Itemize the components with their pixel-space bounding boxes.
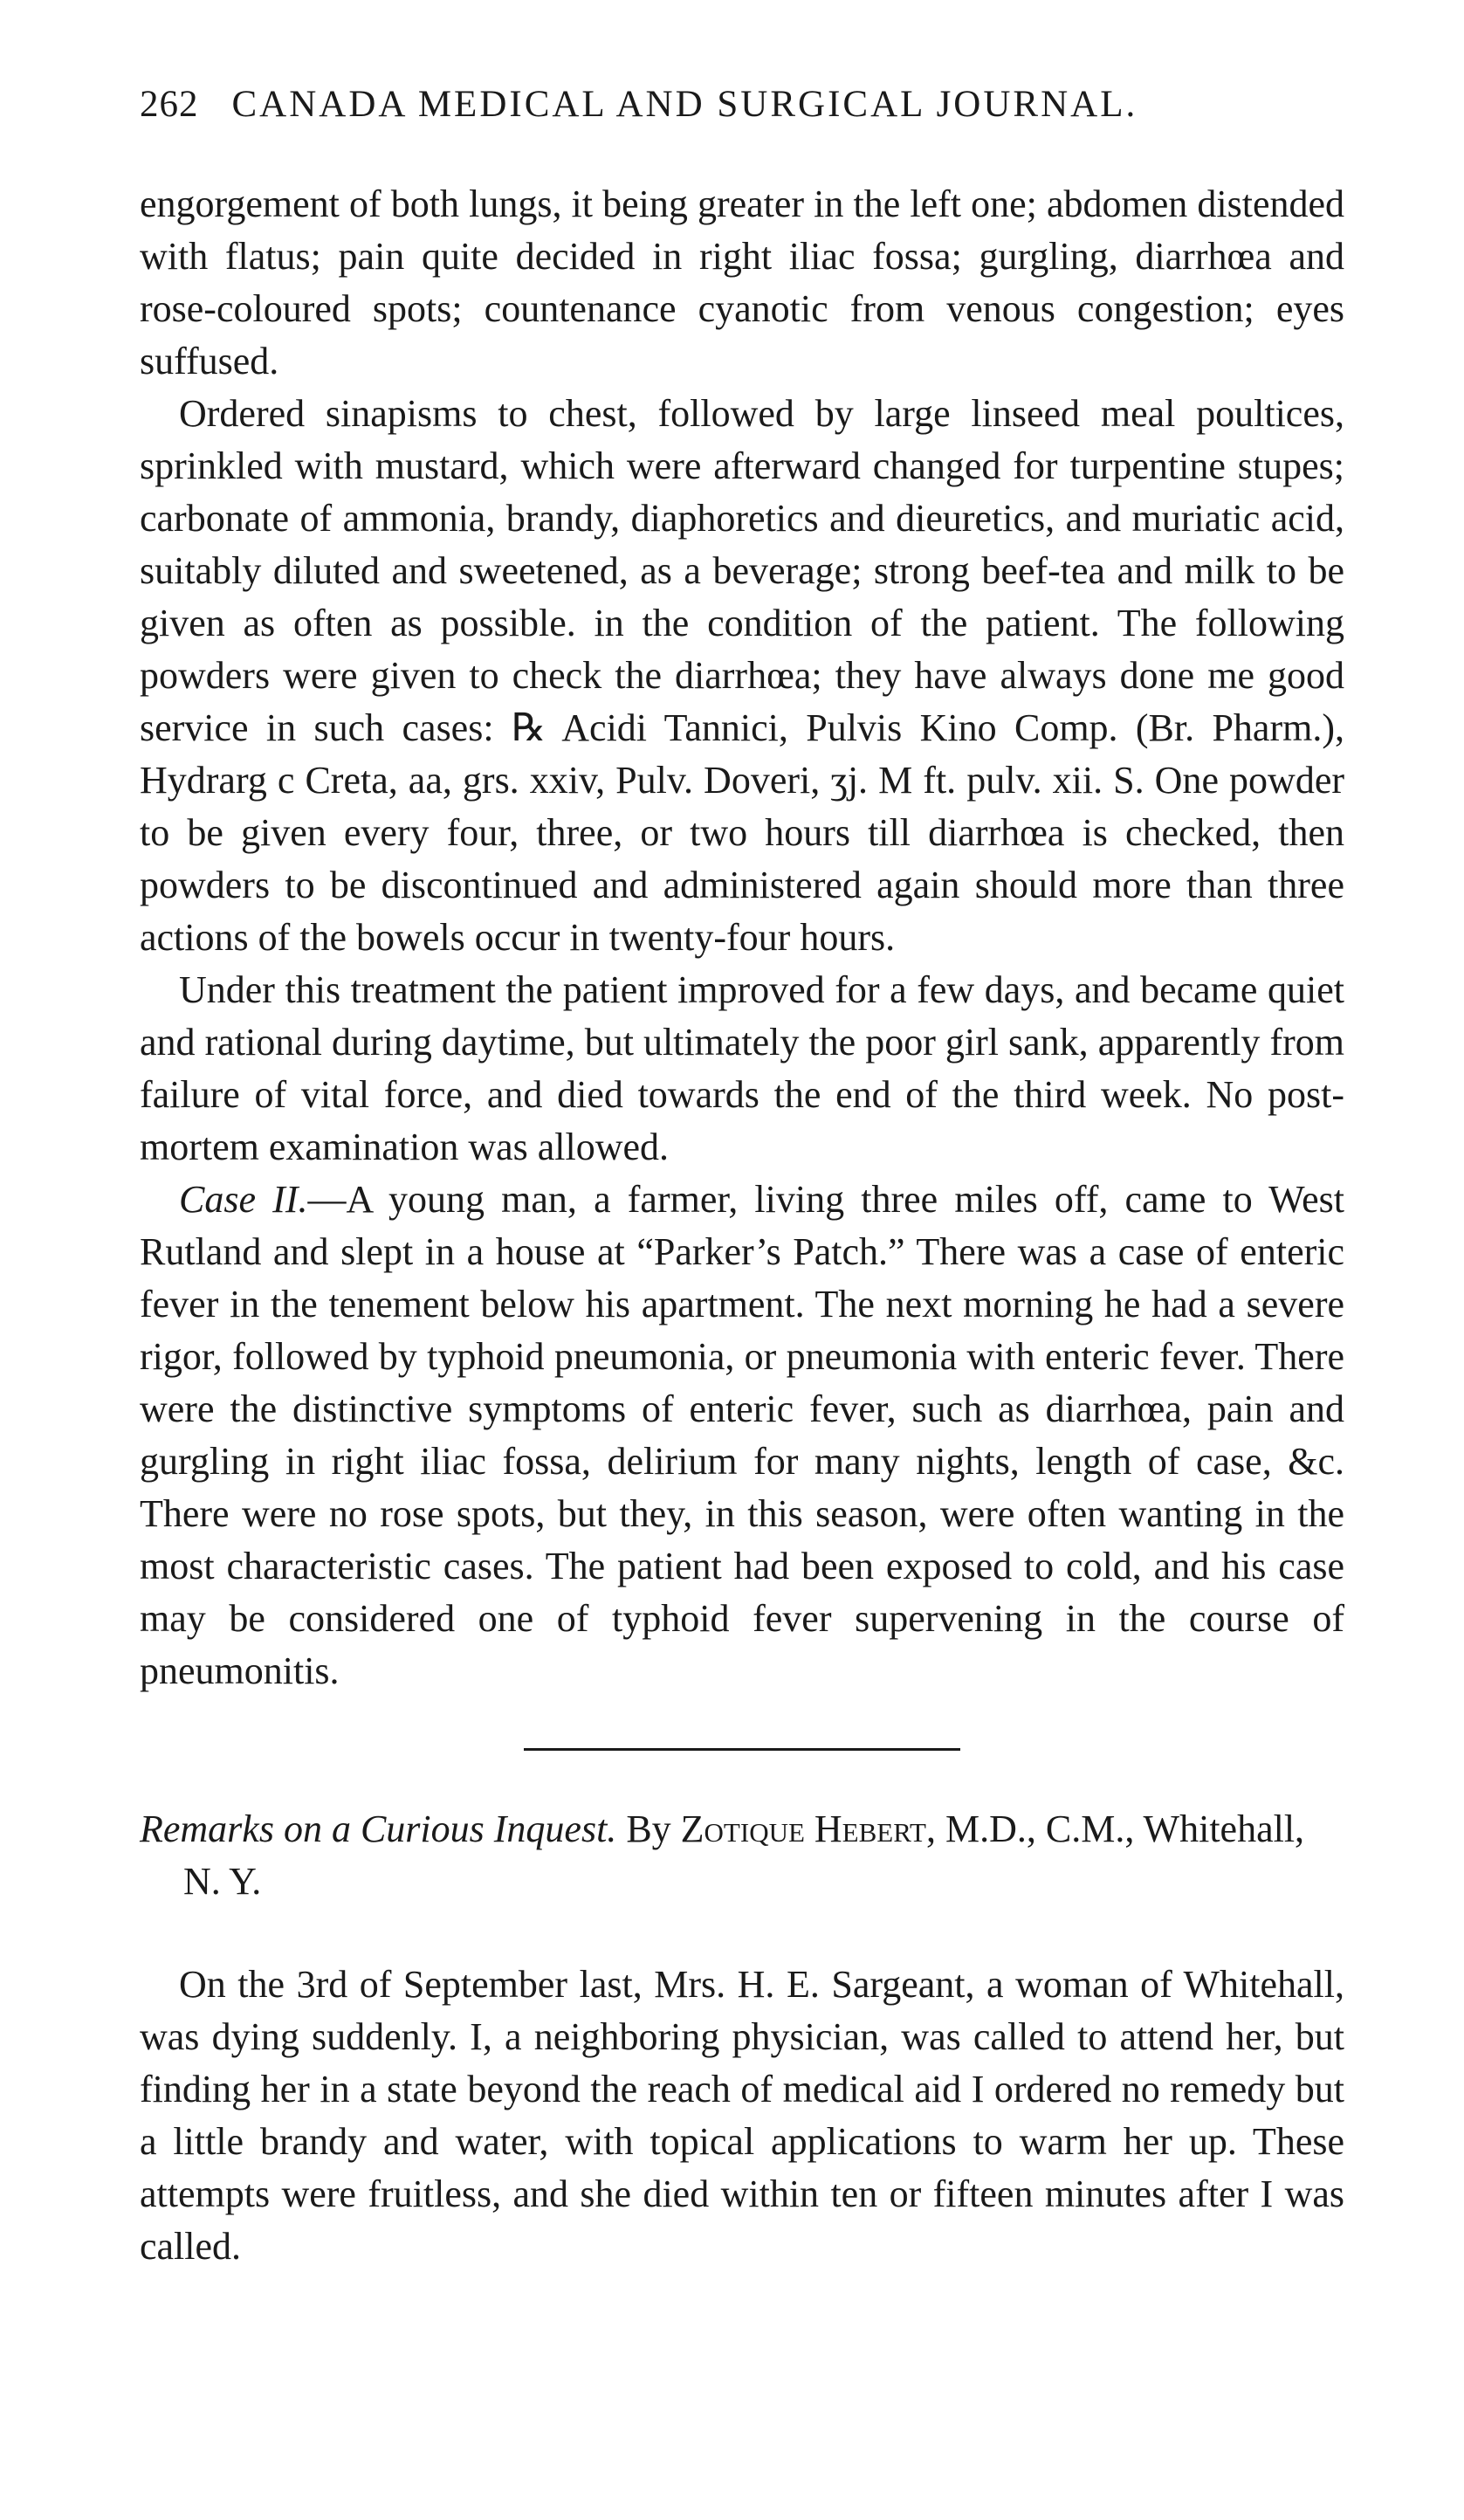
running-head xyxy=(140,83,1344,126)
article-author: Zotique Hebert xyxy=(680,1807,926,1850)
article-credentials: , M.D., C.M., Whitehall, N. Y. xyxy=(183,1807,1305,1903)
case-label: Case II. xyxy=(179,1178,308,1221)
paragraph-inquest: On the 3rd of September last, Mrs. H. E. Sargeant, a woman of Whitehall, was dying suddenly. I, a neighboring physician, was called to attend her, but finding her in a state beyond the reach of medical aid I ordered no remedy but a little brandy and water, with topical applications to warm her up. These attempts were fruitless, and she died within ten or fifteen minutes after I was called. xyxy=(140,1963,1344,2268)
journal-title: CANADA MEDICAL AND SURGICAL JOURNAL. xyxy=(231,84,1138,125)
case-two-text: —A young man, a farmer, living three miles off, came to West Rutland and slept in a house at “Parker’s Patch.” There was a case of enteric fever in the tenement below his apartment. The next morning he had a severe rigor, followed by typhoid pneumonia, or pneumonia with enteric fever. There were the distinctive symptoms of enteric fever, such as diarrhœa, pain and gurgling in right iliac fossa, delirium for many nights, length of case, &c. There were no rose spots, but they, in this season, were often wanting in the most characteristic cases. The patient had been exposed to cold, and his case may be considered one of typhoid fever supervening in the course of pneumonitis. xyxy=(140,1178,1344,1692)
article-title: Remarks on a Curious Inquest. xyxy=(140,1807,617,1850)
article-heading xyxy=(140,1803,1344,1908)
paragraph-case-two xyxy=(140,1174,1344,1697)
journal-page xyxy=(140,83,1344,2273)
paragraph-outcome: Under this treatment the patient improved for a few days, and became quiet and rational during daytime, but ultimately the poor girl sank, apparently from failure of vital force, and died towards the end of the third week. No post-mortem examination was allowed. xyxy=(140,968,1344,1168)
page-number: 262 xyxy=(140,84,199,125)
section-divider xyxy=(524,1748,960,1751)
article-by: By xyxy=(626,1807,671,1850)
paragraph-engorgement: engorgement of both lungs, it being greater in the left one; abdomen distended with flatus; pain quite decided in right iliac fossa; gurgling, diarrhœa and rose-coloured spots; countenance cyanotic from venous congestion; eyes suffused. xyxy=(140,182,1344,382)
paragraph-treatment: Ordered sinapisms to chest, followed by large linseed meal poultices, sprinkled with mustard, which were afterward changed for turpentine stupes; carbonate of ammonia, brandy, diaphoretics and dieuretics, and muriatic acid, suitably diluted and sweetened, as a beverage; strong beef-tea and milk to be given as often as possible. in the condition of the patient. The following powders were given to check the diarrhœa; they have always done me good service in such cases: ℞ Acidi Tannici, Pulvis Kino Comp. (Br. Pharm.), Hydrarg c Creta, aa, grs. xxiv, Pulv. Doveri, ʒj. M ft. pulv. xii. S. One powder to be given every four, three, or two hours till diarrhœa is checked, then powders to be discontinued and administered again should more than three actions of the bowels occur in twenty-four hours. xyxy=(140,392,1344,959)
